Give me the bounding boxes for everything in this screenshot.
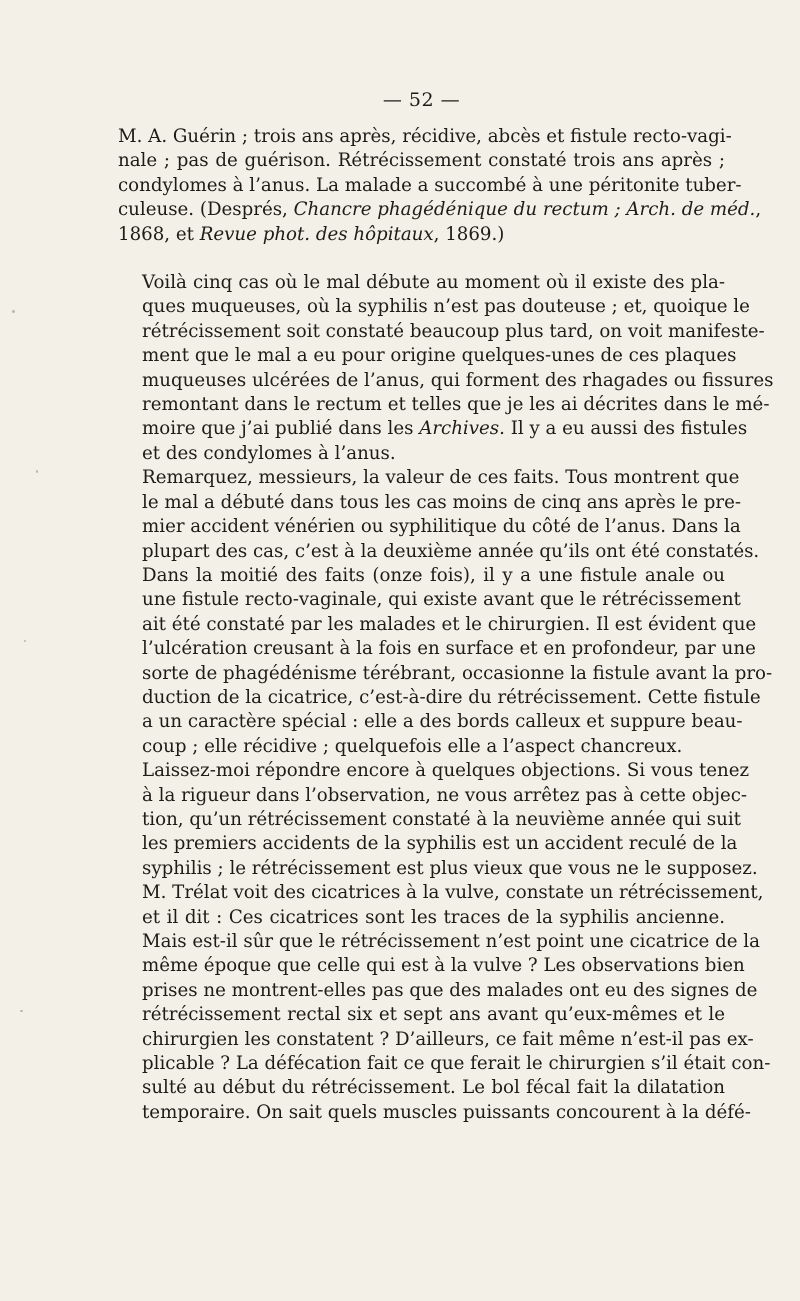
text-run: temporaire. On sait quels muscles puissants concourent à la défé- (142, 1101, 751, 1123)
text-line (118, 808, 741, 832)
text-run: ait été constaté par les malades et le chirurgien. Il est évident que (142, 613, 757, 635)
text-line (118, 271, 725, 295)
text-line (118, 857, 758, 881)
text-line (118, 198, 762, 222)
text-line (118, 979, 758, 1003)
document-page (118, 88, 774, 1125)
text-run: tion, qu’un rétrécissement constaté à la neuvième année qui suit (142, 808, 741, 830)
text-run: ment que le mal a eu pour origine quelques-unes de ces plaques (142, 345, 737, 367)
text-line (118, 491, 742, 515)
text-run: le mal a débuté dans tous les cas moins de cinq ans après le pre- (142, 491, 742, 513)
text-run: Voilà cinq cas où le mal débute au moment où il existe des pla- (142, 272, 725, 294)
text-run: 1868, et (118, 223, 200, 245)
text-line (118, 369, 774, 393)
text-line (118, 1076, 725, 1100)
text-line (118, 125, 732, 149)
paper-speck (20, 1010, 23, 1012)
text-line (118, 1028, 754, 1052)
text-run: rétrécissement soit constaté beaucoup plus tard, on voit manifeste- (142, 320, 765, 342)
paragraph (118, 125, 762, 247)
text-run: condylomes à l’anus. La malade a succombé à une péritonite tuber- (118, 174, 742, 196)
text-line (118, 149, 725, 173)
text-run: moire que j’ai publié dans les (142, 418, 420, 440)
text-run: et des condylomes à l’anus. (142, 442, 396, 464)
text-run: Mais est-il sûr que le rétrécissement n’est point une cicatrice de la (142, 931, 760, 952)
paragraph (118, 466, 760, 564)
text-line (118, 442, 725, 466)
text-line (118, 954, 745, 978)
text-line (118, 906, 725, 930)
text-line (118, 881, 764, 905)
text-run: sorte de phagédénisme térébrant, occasionne la fistule avant la pro- (142, 662, 773, 684)
text-run: , 1869.) (433, 223, 505, 245)
text-line (118, 515, 741, 539)
text-run: duction de la cicatrice, c’est-à-dire du rétrécissement. Cette fistule (142, 686, 761, 708)
text-run: plicable ? La défécation fait ce que ferait le chirurgien s’il était con- (142, 1053, 771, 1075)
text-run: Dans la moitié des faits (onze fois), il y a une fistule anale ou (142, 564, 725, 586)
text-run: mier accident vénérien ou syphilitique du côté de l’anus. Dans la (142, 516, 741, 538)
text-run: sulté au début du rétrécissement. Le bol fécal fait la dilatation (142, 1077, 725, 1099)
text-run: , (755, 199, 762, 221)
paragraph (118, 759, 771, 1125)
text-line (118, 662, 773, 686)
text-line (118, 735, 725, 759)
text-run: M. Trélat voit des cicatrices à la vulve, constate un rétrécissement, (142, 882, 764, 904)
italic-text: Revue phot. des hôpitaux (199, 223, 434, 245)
text-line (118, 930, 760, 954)
text-run: même époque que celle qui est à la vulve ? Les observations bien (142, 955, 745, 977)
paper-speck (36, 470, 38, 473)
text-line (118, 564, 725, 588)
text-line (118, 174, 742, 198)
text-line (118, 613, 757, 637)
paper-speck (12, 310, 15, 313)
text-line (118, 344, 737, 368)
text-line (118, 588, 741, 612)
text-line (118, 784, 748, 808)
text-run: culeuse. (Després, (118, 199, 294, 221)
text-line (118, 637, 756, 661)
text-run: chirurgien les constatent ? D’ailleurs, ce fait même n’est-il pas ex- (142, 1028, 754, 1050)
text-run: a un caractère spécial : elle a des bords calleux et suppure beau- (142, 711, 743, 733)
text-line (118, 832, 738, 856)
page-number: — 52 — (382, 89, 461, 111)
text-run: rétrécissement rectal six et sept ans avant qu’eux-mêmes et le (142, 1004, 725, 1026)
text-run: M. A. Guérin ; trois ans après, récidive, abcès et fistule recto-vagi- (118, 126, 732, 147)
paragraph (118, 564, 773, 759)
text-run: Remarquez, messieurs, la valeur de ces faits. Tous montrent que (142, 467, 740, 489)
text-run: coup ; elle récidive ; quelquefois elle a l’aspect chancreux. (142, 735, 683, 757)
body-text (118, 125, 774, 1125)
text-line (118, 295, 750, 319)
text-run: à la rigueur dans l’observation, ne vous arrêtez pas à cette objec- (142, 784, 748, 806)
text-run: remontant dans le rectum et telles que je les ai décrites dans le mé- (142, 394, 770, 416)
paragraph (118, 271, 774, 466)
text-line (118, 466, 740, 490)
paper-speck (24, 640, 26, 642)
text-run: . Il y a eu aussi des fistules (499, 418, 748, 440)
text-line (118, 1003, 725, 1027)
text-line (118, 393, 770, 417)
text-line (118, 417, 748, 441)
text-line (118, 686, 761, 710)
italic-text: Chancre phagédénique du rectum ; Arch. de méd. (293, 199, 756, 221)
text-run: nale ; pas de guérison. Rétrécissement constaté trois ans après ; (118, 150, 725, 172)
text-run: une fistule recto-vaginale, qui existe avant que le rétrécissement (142, 589, 741, 611)
text-run: plupart des cas, c’est à la deuxième année qu’ils ont été constatés. (142, 540, 760, 562)
text-line (118, 1101, 751, 1125)
text-line (118, 223, 725, 247)
text-run: les premiers accidents de la syphilis est un accident reculé de la (142, 833, 738, 855)
text-line (118, 710, 743, 734)
text-run: syphilis ; le rétrécissement est plus vieux que vous ne le supposez. (142, 857, 758, 879)
text-line (118, 759, 750, 783)
text-run: Laissez-moi répondre encore à quelques objections. Si vous tenez (142, 760, 750, 782)
text-line (118, 320, 765, 344)
text-line (118, 1052, 771, 1076)
text-run: ques muqueuses, où la syphilis n’est pas douteuse ; et, quoique le (142, 296, 750, 318)
text-run: prises ne montrent-elles pas que des malades ont eu des signes de (142, 979, 758, 1001)
text-line (118, 540, 760, 564)
italic-text: Archives (419, 418, 500, 440)
text-run: et il dit : Ces cicatrices sont les traces de la syphilis ancienne. (142, 906, 725, 928)
text-run: muqueuses ulcérées de l’anus, qui forment des rhagades ou fissures (142, 369, 774, 391)
text-run: l’ulcération creusant à la fois en surface et en profondeur, par une (142, 638, 756, 660)
